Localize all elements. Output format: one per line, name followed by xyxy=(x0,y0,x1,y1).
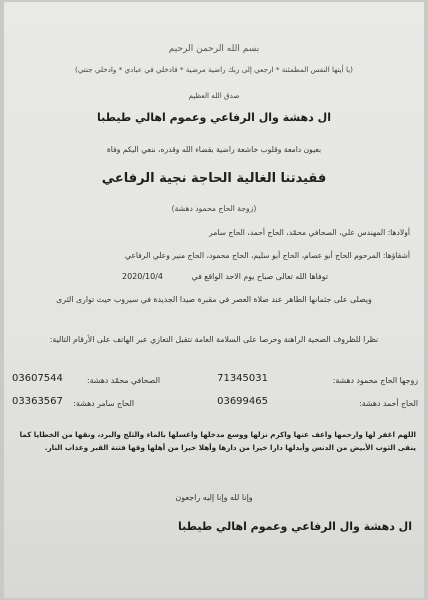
children-line: أولادها: المهندس علي، الصحافي محمّد، الحاج أحمد، الحاج سامر xyxy=(209,228,410,237)
inna-lillah-line: وإنا لله وإنا إليه راجعون xyxy=(175,493,253,502)
family-heading: ال دهشة وال الرفاعي وعموم اهالي طيطبا xyxy=(97,111,331,124)
phone-label: زوجها الحاج محمود دهشة: xyxy=(332,376,418,385)
quran-verse: (يا أيتها النفس المطمئنة * ارجعي إلى ربك راضية مرضية * فادخلي في عبادي * وادخلي جنتي) xyxy=(75,65,353,74)
deceased-name: فقيدتنا الغالية الحاجة نجية الرفاعي xyxy=(101,171,327,186)
phone-label: الحاج سامر دهشة: xyxy=(73,399,134,408)
phone-number: 03699465 xyxy=(217,396,268,407)
sadaqa-line: صدق الله العظيم xyxy=(188,91,240,100)
phone-number: 03607544 xyxy=(12,373,63,384)
condolence-note: نظرا للظروف الصحية الراهنة وحرصا على السلامة العامة نتقبل التعازي عبر الهاتف على الأرقام التالية: xyxy=(49,335,379,344)
spouse-line: (زوجة الحاج محمود دهشة) xyxy=(171,204,257,213)
intro-line: بعيون دامعة وقلوب خاشعة راضية بقضاء الله وقدره، ننعي اليكم وفاة xyxy=(106,145,322,154)
death-line: توفاها الله تعالى صباح يوم الاحد الواقع في xyxy=(191,272,328,281)
phone-label: الحاج أحمد دهشة: xyxy=(359,399,418,408)
funeral-prayer-line: ويصلى على جثمانها الطاهر عند صلاة العصر في مقبرة صيدا الجديدة في سيروب حيث توارى الثرى xyxy=(56,295,372,304)
death-date: 2020/10/4 xyxy=(122,272,164,281)
closing-signature: ال دهشة وال الرفاعي وعموم اهالي طيطبا xyxy=(178,520,412,533)
phone-number: 03363567 xyxy=(12,396,63,407)
dua-paragraph: اللهم اغفر لها وارحمها واعف عنها واكرم نزلها ووسع مدخلها واغسلها بالماء والثلج والبرد، ونقها من الخطايا كما ينقى الثوب الأبيض من الدنس وأبدلها دارا خيرا من دارها وأهلا خيرا من أهلها وقها فتنة القبر وعذاب النار. xyxy=(19,430,416,452)
siblings-line: أشقاؤها: المرحوم الحاج أبو عصام، الحاج أبو سليم، الحاج محمود، الحاج منير وعلي الرفاعي xyxy=(125,251,410,260)
obituary-notice xyxy=(4,2,424,598)
phone-number: 71345031 xyxy=(217,373,268,384)
phone-label: الصحافي محمّد دهشة: xyxy=(86,376,160,385)
basmala: بسم الله الرحمن الرحيم xyxy=(168,44,260,54)
